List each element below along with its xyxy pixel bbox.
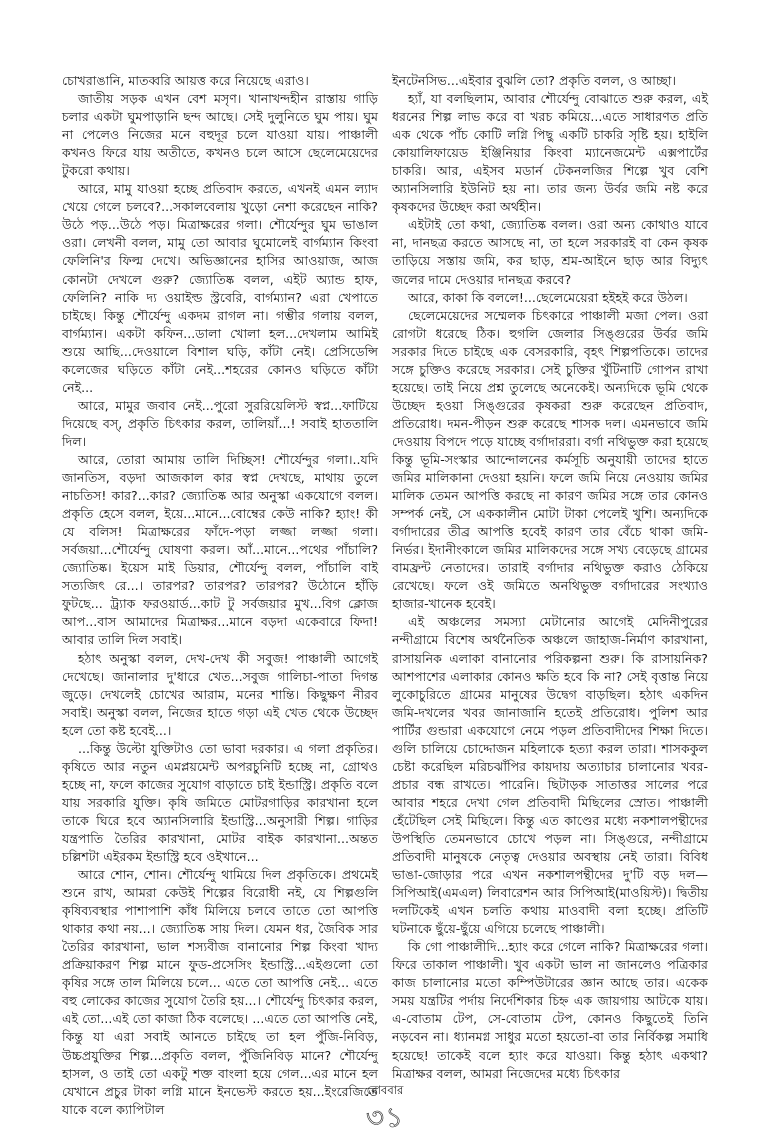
paragraph: ইনটেনসিভ...এইবার বুঝলি তো? প্রকৃতি বলল, ও আচ্ছা। — [392, 73, 677, 88]
paragraph: ...কিন্তু উল্টো যুক্তিটাও তো ভাবা দরকার। এ গলা প্রকৃতির। কৃষিতে আর নতুন এমপ্লয়মেন্ট অপরচুনিটি হচ্ছে না, গ্রোথও হচ্ছে না, ফলে কাজের সুযোগ বাড়াতে চাই ইন্ডাস্ট্রি। প্রকৃতি বলে যায় সরকারি যুক্তি। কৃষি জমিতে মোটরগাড়ির কারখানা হলে তাকে ঘিরে হবে অ্যানসিলারি ইন্ডাস্ট্রি...অনুসারী শিল্প। গাড়ির যন্ত্রপাতি তৈরির কারখানা, মোটর বাইক কারখানা...অন্তত চল্লিশটা এইরকম ইন্ডাস্ট্রি হবে ওইখানে... — [62, 740, 378, 865]
paragraph: আরে, মামু যাওয়া হচ্ছে প্রতিবাদ করতে, এখনই এমন ল্যাদ খেয়ে গেলে চলবে?...সকালবেলায় খুড়ো নেশা করেছেন নাকি? উঠে পড়...উঠে পড়। মিত্রাক্ষরের গলা। শৌর্যেন্দুর ঘুম ভাঙাল ওরা। লেখনী বলল, মামু তো আবার ঘুমোলেই বার্গম্যান কিংবা ফেলিনি'র ফিল্ম দেখে। অভিজ্ঞানের হাসির আওয়াজ, আজ কোনটা দেখলে গুরু? জ্যোতিষ্ক বলল, এইট অ্যান্ড হাফ, ফেলিনি? নাকি দ্য ওয়াইল্ড স্ট্রবেরি, বার্গম্যান? এরা খেপাতে চাইছে। কিন্তু শৌর্যেন্দু একদম রাগল না। গম্ভীর গলায় বলল, বার্গম্যান। একটা কফিন...ডালা খোলা হল...দেখলাম আমিই শুয়ে আছি...দেওয়ালে বিশাল ঘড়ি, কাঁটা নেই। প্রেসিডেন্সি কলেজের ঘড়িতে কাঁটা নেই...শহরের কোনও ঘড়িতে কাঁটা নেই... — [62, 181, 378, 395]
page-number — [0, 1096, 770, 1143]
paragraph: আরে, মামুর জবাব নেই...পুরো সুররিয়েলিস্ট স্বপ্ন...ফাটিয়ে দিয়েছে বস্, প্রকৃতি চিৎকার করল, তালিয়াঁ...! সবাই হাততালি দিল। — [62, 397, 378, 449]
left-column — [62, 72, 378, 1117]
paragraph: কি গো পাঞ্চালীদি...হ্যাং করে গেলে নাকি? মিত্রাক্ষরের গলা। ফিরে তাকাল পাঞ্চালী। খুব একটা ভাল না জানলেও পত্রিকার কাজ চালানোর মতো কম্পিউটারের জ্ঞান আছে তার। একেক সময় যন্ত্রটির পর্দায় নির্দেশিকার চিহ্ন এক জায়গায় আটকে যায়। এ-বোতাম টেপ, সে-বোতাম টেপ, কোনও কিছুতেই তিনি নড়বেন না। ধ্যানমগ্ন সাধুর মতো হয়তো-বা তার নির্বিকল্প সমাধি হয়েছে! তাকেই বলে হ্যাং করে যাওয়া। কিন্তু হঠাৎ একথা? মিত্রাক্ষর বলল, আমরা নিজেদের মধ্যে চিৎকার — [392, 939, 708, 1081]
paragraph: জাতীয় সড়ক এখন বেশ মসৃণ। খানাখন্দহীন রাস্তায় গাড়ি চলার একটা ঘুমপাড়ানি ছন্দ আছে। সেই দুলুনিতে ঘুম পায়। ঘুম না পেলেও নিজের মনে বহুদূর চলে যাওয়া যায়। পাঞ্চালী কখনও ফিরে যায় অতীতে, কখনও চলে আসে ছেলেমেয়েদের টুকরো কথায়। — [62, 91, 378, 179]
paragraph: হ্যাঁ, যা বলছিলাম, আবার শৌর্যেন্দু বোঝাতে শুরু করল, এই ধরনের শিল্প লাভ করে বা খরচ কমিয়ে...এতে সাধারণত প্রতি এক থেকে পাঁচ কোটি লগ্নি পিছু একটি চাকরি সৃষ্টি হয়। হাইলি কোয়ালিফায়েড ইঞ্জিনিয়ার কিংবা ম্যানেজমেন্ট এক্সপার্টের চাকরি। আর, এইসব মডার্ন টেকনলজির শিল্পে খুব বেশি অ্যানসিলারি ইউনিট হয় না। তার জন্য উর্বর জমি নষ্ট করে কৃষকদের উচ্ছেদ করা অর্থহীন। — [392, 91, 708, 215]
magazine-name: রোববার — [366, 1083, 404, 1097]
paragraph: চোখরাঙানি, মাতব্বরি আয়ত্ত করে নিয়েছে এরাও। — [62, 73, 309, 88]
paragraph: আরে শোন, শোন। শৌর্যেন্দু থামিয়ে দিল প্রকৃতিকে। প্রথমেই শুনে রাখ, আমরা কেউই শিল্পের বিরোধী নই, যে শিল্পগুলি কৃষিব্যবস্থার পাশাপাশি কাঁধ মিলিয়ে চলবে তাতে তো আপত্তি থাকার কথা নয়...। জ্যোতিষ্ক সায় দিল। যেমন ধর, জৈবিক সার তৈরির কারখানা, ভাল শস্যবীজ বানানোর শিল্প কিংবা খাদ্য প্রক্রিয়াকরণ শিল্প মানে ফুড-প্রসেসিং ইন্ডাস্ট্রি...এইগুলো তো কৃষির সঙ্গে তাল মিলিয়ে চলে... এতে তো আপত্তি নেই... এতে বহু লোকের কাজের সুযোগ তৈরি হয়...। শৌর্যেন্দু চিৎকার করল, এই তো...এই তো কাজা ঠিক বলেছে। ...এতে তো আপত্তি নেই, কিন্তু যা এরা সবাই আনতে চাইছে তা হল পুঁজি-নিবিড়, উচ্চপ্রযুক্তির শিল্প...প্রকৃতি বলল, পুঁজিনিবিড় মানে? শৌর্যেন্দু হাসল, ও তাই তো একটু শক্ত বাংলা হয়ে গেল...এর মানে হল যেখানে প্রচুর টাকা লগ্নি মানে ইনভেস্ট করতে হয়...ইংরেজিতে যাকে বলে ক্যাপিটাল — [62, 867, 378, 1117]
paragraph: আরে, তোরা আমায় তালি দিচ্ছিস! শৌর্যেন্দুর গলা।..যদি জানতিস, বড়দা আজকাল কার স্বপ্ন দেখছে, মাথায় তুলে নাচতিস! কার?...কার? জ্যোতিষ্ক আর অনুস্কা একযোগে বলল। প্রকৃতি হেসে বলল, ইয়ে...মানে...বোম্বের কেউ নাকি? হ্যাং! কী যে বলিস! মিত্রাক্ষরের ফাঁদে-পড়া লজ্জা লজ্জা গলা। সর্বজয়া...শৌর্যেন্দু ঘোষণা করল। আঁ...মানে...পথের পাঁচালি? জ্যোতিষ্ক। ইয়েস মাই ডিয়ার, শৌর্যেন্দু বলল, পাঁচালি বাই সত্যজিৎ রে...। তারপর? তারপর? তারপর? উঠোনে হাঁড়ি ফুটছে... ট্র্যাক ফরওয়ার্ড...কাট টু সর্বজয়ার মুখ...বিগ ক্লোজ আপ...বাস আমাদের মিত্রাক্ষর...মানে বড়দা একেবারে ফিদা! আবার তালি দিল সবাই। — [62, 451, 378, 648]
paragraph: ছেলেমেয়েদের সম্মেলক চিৎকারে পাঞ্চালী মজা পেল। ওরা রোগটা ধরেছে ঠিক। হুগলি জেলার সিঙ্গুরের উর্বর জমি সরকার দিতে চাইছে এক বেসরকারি, বৃহৎ শিল্পপতিকে। তাদের সঙ্গে চুক্তিও করেছে সরকার। সেই চুক্তির খুঁটিনাটি গোপন রাখা হয়েছে। তাই নিয়ে প্রশ্ন তুলেছে অনেকেই। অন্যদিকে ভূমি থেকে উচ্ছেদ হওয়া সিঙ্গুরের কৃষকরা শুরু করেছেন প্রতিবাদ, প্রতিরোধ। দমন-পীড়ন শুরু করেছে শাসক দল। এমনভাবে জমি দেওয়ায় বিপদে পড়ে যাচ্ছে বর্গাদাররা। বর্গা নথিভুক্ত করা হয়েছে কিন্তু ভূমি-সংস্কার আন্দোলনের কর্মসূচি অনুযায়ী তাদের হাতে জমির মালিকানা দেওয়া হয়নি। ফলে জমি নিয়ে নেওয়ায় জমির মালিক তেমন আপত্তি করছে না কারণ জমির সঙ্গে তার কোনও সম্পর্ক নেই, সে এককালীন মোটা টাকা পেলেই খুশি। অন্যদিকে বর্গাদারের তীব্র আপত্তি হবেই কারণ তার বেঁচে থাকা জমি-নির্ভর। ইদানীংকালে জমির মালিকদের সঙ্গে সখ্য বেড়েছে গ্রামের বামফ্রন্ট নেতাদের। তারাই বর্গাদার নথিভুক্ত করাও ঠেকিয়ে রেখেছে। ফলে ওই জমিতে অনথিভুক্ত বর্গাদারের সংখ্যাও হাজার-খানেক হবেই। — [392, 307, 708, 612]
page-number-text: ৩১ — [365, 1101, 405, 1134]
paragraph: হঠাৎ অনুস্কা বলল, দেখ-দেখ কী সবুজ! পাঞ্চালী আগেই দেখেছে। জানালার দু'ধারে খেত...সবুজ গালিচা-পাতা দিগন্ত জুড়ে। দেখলেই চোখের আরাম, মনের শান্তি। কিছুক্ষণ নীরব সবাই। অনুস্কা বলল, নিজের হাতে গড়া এই খেত থেকে উচ্ছেদ হলে তো কষ্ট হবেই...। — [62, 650, 378, 738]
right-column — [392, 72, 708, 1081]
paragraph: এইটাই তো কথা, জ্যোতিষ্ক বলল। ওরা অন্য কোথাও যাবে না, দানছত্র করতে আসছে না, তা হলে সরকারই বা কেন কৃষক তাড়িয়ে সস্তায় জমি, কর ছাড়, শ্রম-আইনে ছাড় আর বিদ্যুৎ জলের দামে দেওয়ার দানছত্র করবে? — [392, 217, 708, 287]
paragraph: আরে, কাকা কি বললে!...ছেলেমেয়েরা হইহই করে উঠল। — [408, 289, 688, 305]
paragraph: এই অঞ্চলের সমস্যা মেটানোর আগেই মেদিনীপুরের নন্দীগ্রামে বিশেষ অর্থনৈতিক অঞ্চলে জাহাজ-নির্মাণ কারখানা, রাসায়নিক এলাকা বানানোর পরিকল্পনা শুরু। কি রাসায়নিক? আশপাশের এলাকার কোনও ক্ষতি হবে কি না? সেই বৃত্তান্ত নিয়ে লুকোচুরিতে গ্রামের মানুষের উদ্বেগ বাড়ছিল। হঠাৎ একদিন জমি-দখলের খবর জানাজানি হতেই প্রতিরোধ। পুলিশ আর পার্টির গুন্ডারা একযোগে নেমে পড়ল প্রতিবাদীদের শিক্ষা দিতে। গুলি চালিয়ে চোদ্দোজন মহিলাকে হত্যা করল তারা। শাসককুল চেষ্টা করেছিল মরিচঝাঁপির কায়দায় অত্যাচার চালানোর খবর-প্রচার বন্ধ রাখতে। পারেনি। ছিটাড়ক সাতাত্তর সালের পরে আবার শহরে দেখা গেল প্রতিবাদী মিছিলের স্রোত। পাঞ্চালী হেঁটেছিল সেই মিছিলে। কিন্তু এত কাণ্ডের মধ্যে নকশালপন্থীদের উপস্থিতি তেমনভাবে চোখে পড়ল না। সিঙ্গুরে, নন্দীগ্রামে প্রতিবাদী মানুষকে নেতৃত্ব দেওয়ার অবস্থায় নেই তারা। বিবিধ ভাঙা-জোড়ার পরে এখন নকশালপন্থীদের দু'টি বড় দল—সিপিআই(এমএল) লিবারেশন আর সিপিআই(মাওয়িস্ট)। দ্বিতীয় দলটিকেই এখন চলতি কথায় মাওবাদী বলা হচ্ছে। প্রতিটি ঘটনাকে ছুঁয়ে-ছুঁয়ে এগিয়ে চলেছে পাঞ্চালী। — [392, 614, 708, 937]
